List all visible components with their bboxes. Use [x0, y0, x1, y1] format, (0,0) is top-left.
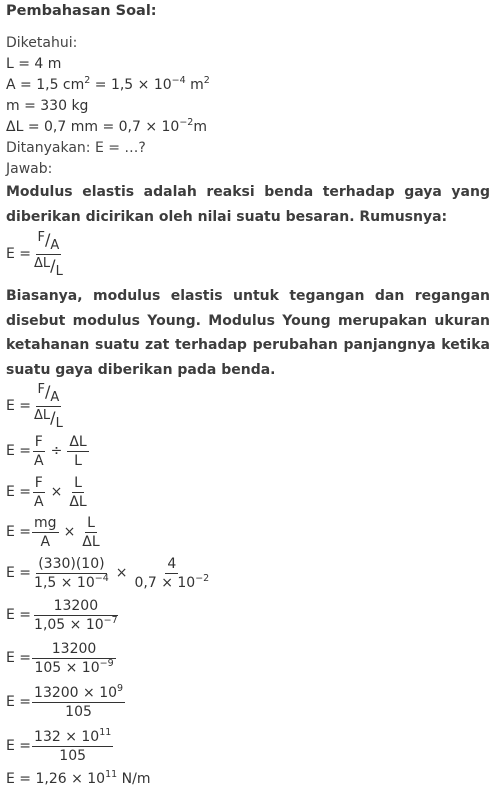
known-length: L = 4 m	[6, 56, 62, 72]
e-equals: E =	[6, 246, 32, 262]
fraction: $\frac{F/A}{\Delta L/L}$	[34, 229, 63, 279]
final-result: $E = 1,26 \times 10^{11}$ N/m	[6, 769, 151, 787]
area-unit: m	[185, 77, 204, 93]
known-mass: m = 330 kg	[6, 98, 89, 114]
area-exp: −4	[171, 75, 186, 86]
asked-line: Ditanyakan: E = …?	[6, 140, 146, 156]
step-2: E = $\frac{F}{A}$ ÷ $\frac{\Delta L}{L}$	[6, 433, 87, 469]
step-7: E = $\frac{13200}{105 \times 10^{-9}}$	[6, 636, 492, 680]
step-4: E = $\frac{mg}{A}$ × $\frac{L}{\Delta L}$	[6, 514, 100, 550]
paragraph-young-modulus: Biasanya, modulus elastis untuk tegangan dan regangan disebut modulus Young. Modulus Young merupakan ukuran ketahanan suatu zat terhadap perubahan panjangnya ketika suatu gaya diberikan pada benda.	[6, 288, 490, 378]
step-3: E = $\frac{F}{A}$ × $\frac{L}{\Delta L}$	[6, 474, 87, 510]
formula-modulus	[6, 229, 492, 279]
paragraph-modulus-definition: Modulus elastis adalah reaksi benda terhadap gaya yang diberikan dicirikan oleh nilai suatu besaran. Rumusnya:	[6, 184, 490, 225]
step-1: E = $\frac{F/A}{\Delta L/L}$	[6, 381, 63, 431]
elongation-lead: ΔL = 0,7 mm = 0,7 × 10	[6, 119, 180, 135]
known-label: Diketahui:	[6, 35, 78, 51]
answer-label: Jawab:	[6, 161, 53, 177]
step-8: E = $\frac{13200 \times 10^9}{105}$	[6, 682, 124, 720]
known-elongation	[6, 117, 492, 138]
step-6: E = $\frac{13200}{1,05 \times 10^{-7}}$	[6, 597, 118, 633]
area-mid: = 1,5 × 10	[90, 77, 172, 93]
elongation-unit: m	[193, 119, 207, 135]
section-heading: Pembahasan Soal:	[6, 3, 157, 19]
elongation-exp: −2	[179, 117, 194, 128]
known-area	[6, 75, 492, 96]
step-5: E = $\frac{(330)(10)}{1,5 \times 10^{-4}}$ × $\frac{4}{0,7 \times 10^{-2}}$	[6, 555, 210, 591]
area-lead: A = 1,5 cm	[6, 77, 85, 93]
area-cm-exp: 2	[84, 75, 91, 86]
step-9: E = $\frac{132 \times 10^{11}}{105}$	[6, 726, 112, 764]
area-m-exp: 2	[203, 75, 210, 86]
